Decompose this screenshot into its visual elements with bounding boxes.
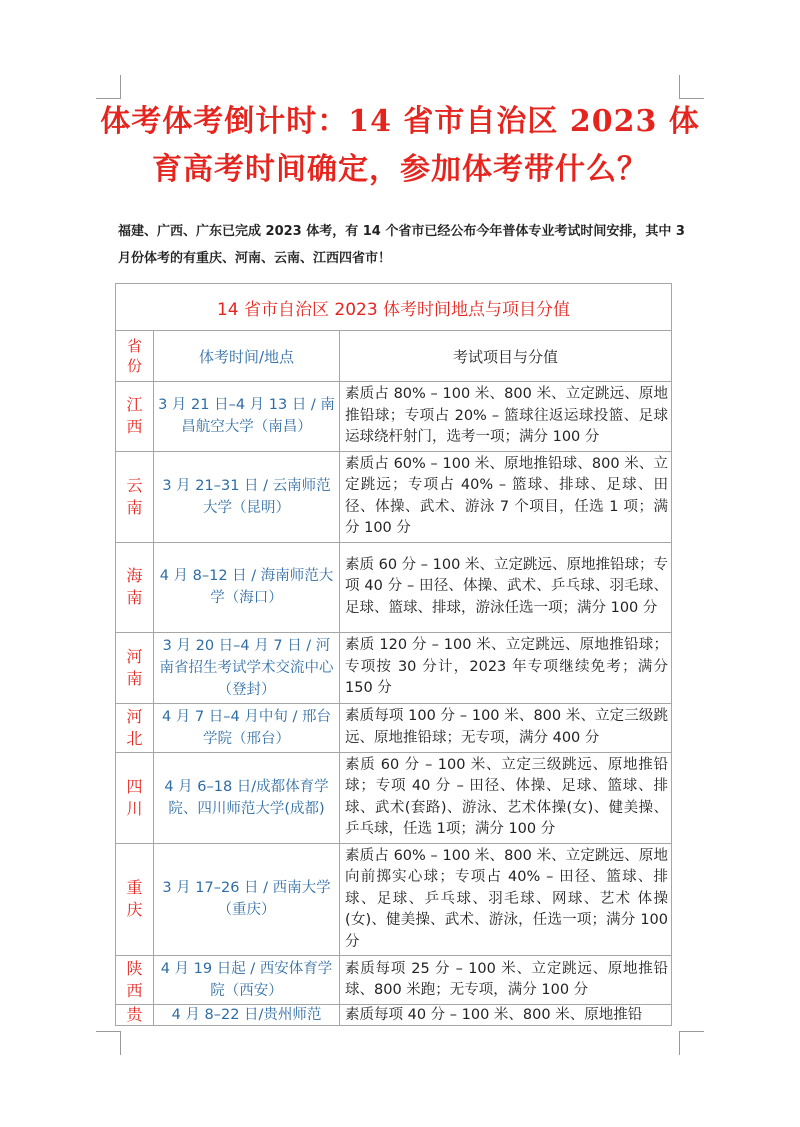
items-cell: 素质每项 25 分 – 100 米、立定跳远、原地推铅球、800 米跑；无专项，满分 100 分 bbox=[340, 956, 672, 1005]
schedule-table bbox=[115, 283, 672, 1026]
header-time-place: 体考时间/地点 bbox=[154, 331, 340, 382]
time-place-cell: 4 月 7 日–4 月中旬 / 邢台学院（邢台） bbox=[154, 703, 340, 752]
table-row bbox=[116, 382, 672, 452]
table-row bbox=[116, 752, 672, 843]
province-cell: 江西 bbox=[116, 382, 154, 452]
province-cell: 云南 bbox=[116, 451, 154, 542]
items-cell: 素质占 60% – 100 米、800 米、立定跳远、原地向前掷实心球；专项占 40% – 田径、篮球、排球、足球、乒乓球、羽毛球、网球、艺术 体操(女)、健美操、武术、游泳，任选一项；满分 100 分 bbox=[340, 843, 672, 956]
items-cell: 素质占 60% – 100 米、原地推铅球、800 米、立定跳远；专项占 40% – 篮球、排球、足球、田径、体操、武术、游泳 7 个项目，任选 1 项；满分 100 分 bbox=[340, 451, 672, 542]
time-place-cell: 4 月 8–22 日/贵州师范 bbox=[154, 1005, 340, 1026]
province-cell: 河北 bbox=[116, 703, 154, 752]
table-row bbox=[116, 843, 672, 956]
time-place-cell: 4 月 6–18 日/成都体育学院、四川师范大学(成都) bbox=[154, 752, 340, 843]
items-cell: 素质 120 分 – 100 米、立定跳远、原地推铅球；专项按 30 分计，2023 年专项继续免考；满分 150 分 bbox=[340, 632, 672, 703]
province-cell: 重庆 bbox=[116, 843, 154, 956]
province-cell: 河南 bbox=[116, 632, 154, 703]
table-row bbox=[116, 1005, 672, 1026]
table-caption-row bbox=[116, 284, 672, 331]
crop-mark bbox=[679, 1031, 680, 1055]
province-cell: 贵 bbox=[116, 1005, 154, 1026]
province-cell: 四川 bbox=[116, 752, 154, 843]
time-place-cell: 3 月 21 日–4 月 13 日 / 南昌航空大学（南昌） bbox=[154, 382, 340, 452]
items-cell: 素质 60 分 – 100 米、立定跳远、原地推铅球；专项 40 分 – 田径、体操、武术、乒乓球、羽毛球、足球、篮球、排球，游泳任选一项；满分 100 分 bbox=[340, 542, 672, 632]
header-province: 省份 bbox=[116, 331, 154, 382]
table-row bbox=[116, 632, 672, 703]
crop-mark bbox=[680, 1031, 704, 1032]
table-row bbox=[116, 542, 672, 632]
province-cell: 海南 bbox=[116, 542, 154, 632]
table-caption: 14 省市自治区 2023 体考时间地点与项目分值 bbox=[116, 284, 672, 331]
time-place-cell: 4 月 8–12 日 / 海南师范大学（海口） bbox=[154, 542, 340, 632]
intro-paragraph: 福建、广西、广东已完成 2023 体考，有 14 个省市已经公布今年普体专业考试时间安排，其中 3 月份体考的有重庆、河南、云南、江西四省市！ bbox=[118, 224, 685, 266]
items-cell: 素质占 80% – 100 米、800 米、立定跳远、原地推铅球；专项占 20% – 篮球往返运球投篮、足球运球绕杆射门，选考一项；满分 100 分 bbox=[340, 382, 672, 452]
items-cell: 素质每项 40 分 – 100 米、800 米、原地推铅 bbox=[340, 1005, 672, 1026]
table-row bbox=[116, 451, 672, 542]
items-cell: 素质 60 分 – 100 米、立定三级跳远、原地推铅球；专项 40 分 – 田径、体操、足球、篮球、排球、武术(套路)、游泳、艺术体操(女)、健美操、乒乓球，任选 1项；满分 100 分 bbox=[340, 752, 672, 843]
page-title: 体考体考倒计时：14 省市自治区 2023 体育高考时间确定，参加体考带什么？ bbox=[100, 104, 700, 187]
crop-mark bbox=[120, 1031, 121, 1055]
table-row bbox=[116, 703, 672, 752]
crop-mark bbox=[120, 75, 121, 99]
time-place-cell: 3 月 21–31 日 / 云南师范大学（昆明） bbox=[154, 451, 340, 542]
items-cell: 素质每项 100 分 – 100 米、800 米、立定三级跳远、原地推铅球；无专项，满分 400 分 bbox=[340, 703, 672, 752]
crop-mark bbox=[679, 75, 680, 99]
table-header-row bbox=[116, 331, 672, 382]
time-place-cell: 4 月 19 日起 / 西安体育学院（西安） bbox=[154, 956, 340, 1005]
time-place-cell: 3 月 20 日–4 月 7 日 / 河南省招生考试学术交流中心（登封） bbox=[154, 632, 340, 703]
table-row bbox=[116, 956, 672, 1005]
province-cell: 陕西 bbox=[116, 956, 154, 1005]
header-items: 考试项目与分值 bbox=[340, 331, 672, 382]
crop-mark bbox=[96, 1031, 120, 1032]
time-place-cell: 3 月 17–26 日 / 西南大学（重庆） bbox=[154, 843, 340, 956]
